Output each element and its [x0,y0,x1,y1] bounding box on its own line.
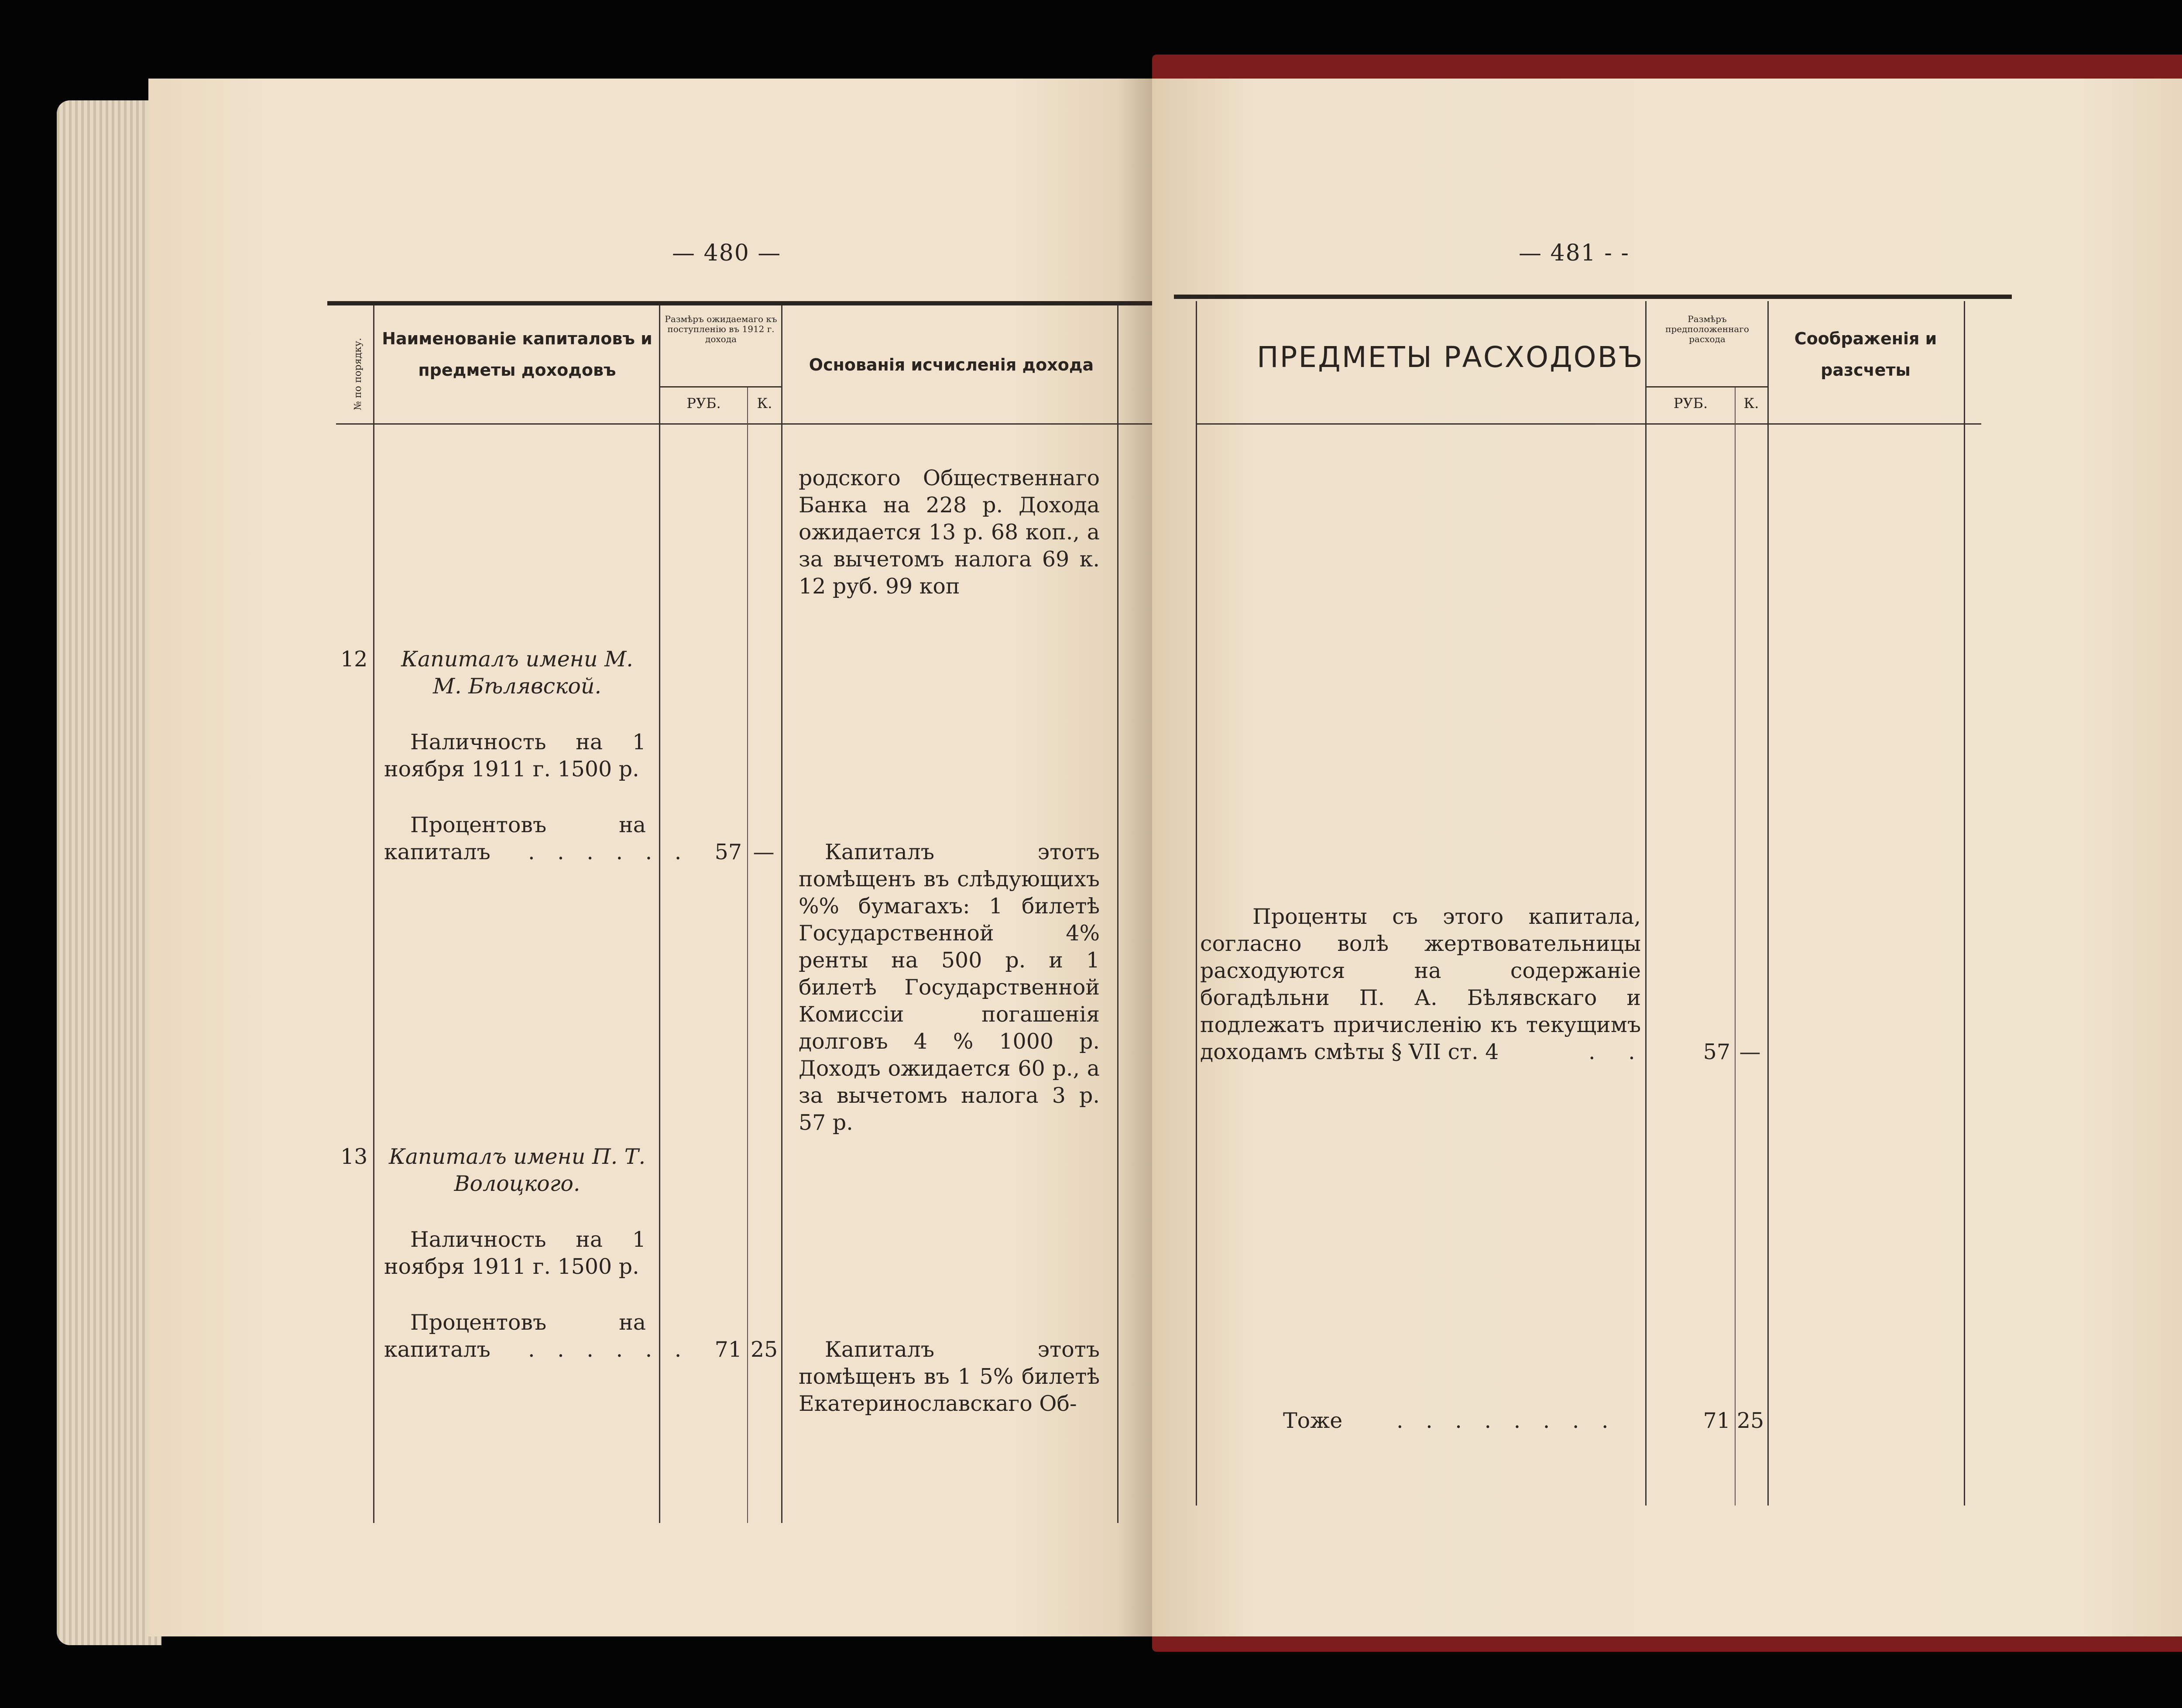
right-col-rule-3 [1735,386,1736,1506]
row-12-title: Капиталъ имени М. М. Бѣлявской. [401,647,633,699]
basis-header: Основанія исчисленія дохода [809,355,1094,374]
row-13-balance: Наличность на 1 ноября 1911 г. 1500 р. [384,1227,646,1279]
expense-entry-2-dots: . . . . . . . . [1396,1408,1616,1433]
row-12-kop: — [753,840,775,864]
expenses-title: ПРЕДМЕТЫ РАСХОДОВЪ [1257,340,1644,374]
expense-entry-1-rub: 57 [1703,1039,1730,1064]
row-12-rub: 57 [714,840,742,864]
right-rub-header: РУБ. [1673,395,1708,412]
right-amount-subheader-rule [1646,386,1767,388]
right-header-bottom-rule [1196,423,1981,425]
row-13-kop: 25 [750,1337,778,1362]
kop-header: К. [757,395,772,412]
index-header: № по порядку. [353,338,364,410]
page-number-480: — 480 — [672,240,782,266]
row-12-balance: Наличность на 1 ноября 1911 г. 1500 р. [384,730,646,782]
col-rule-3 [747,386,748,1523]
page-number-481: — 481 - - [1519,240,1630,266]
right-page [1152,79,2182,1636]
right-table-top-rule [1174,295,2012,299]
row-12-number: 12 [340,647,368,672]
notes-header: Соображенія и разсчеты [1794,329,1937,380]
expense-entry-1-text: Проценты съ этого капитала, согласно волѣ жертвовательницы расходуются на содержаніе богадѣльни П. А. Бѣлявскаго и подлежатъ причисленію къ текущимъ доходамъ смѣты § VII ст. 4 [1200,904,1641,1064]
right-col-rule-5 [1964,301,1965,1506]
row-12-dots: . . . . . . [528,840,690,864]
expense-entry-1-dots: . . [1588,1039,1648,1064]
expense-entry-2-rub: 71 [1703,1408,1730,1433]
expense-entry-2-text: Тоже [1283,1408,1343,1433]
expense-entry-2-kop: 25 [1736,1408,1764,1433]
row-13-title: Капиталъ имени П. Т. Волоцкого. [388,1144,646,1196]
rub-header: РУБ. [686,395,721,412]
row-13-number: 13 [340,1144,368,1169]
left-page [148,79,1152,1636]
name-header: Наименованіе капиталовъ и предметы доходовъ [382,329,652,380]
row-13-dots: . . . . . . [528,1337,690,1362]
continued-basis-text: родского Общественнаго Банка на 228 р. Дохода ожидается 13 р. 68 коп., а за вычетомъ налога 69 к. 12 руб. 99 коп [799,466,1100,599]
right-kop-header: К. [1743,395,1759,412]
row-12-basis: Капиталъ этотъ помѣщенъ въ слѣдующихъ %% бумагахъ: 1 билетѣ Государственной 4% ренты на 500 р. и 1 билетѣ Государственной Комиссіи погашенія долговъ 4 % 1000 р. Доходъ ожидается 60 р., а за вычетомъ налога 3 р. 57 р. [799,840,1100,1135]
expense-entry-1-kop: — [1739,1039,1761,1064]
right-col-rule-4 [1767,301,1769,1506]
expense-amount-header: Размѣръ предположеннаго расхода [1665,314,1749,344]
row-13-basis: Капиталъ этотъ помѣщенъ въ 1 5% билетѣ Екатеринославскаго Об- [799,1337,1100,1416]
amount-header: Размѣръ ожидаемаго къ поступленію въ 1912 г. дохода [665,314,777,344]
col-rule-1 [373,305,374,1523]
right-col-rule-1 [1196,301,1197,1506]
row-12-interest-label: Процентовъ на капиталъ [384,813,646,864]
amount-subheader-rule [660,386,781,388]
left-page-edges [57,100,161,1645]
right-col-rule-2 [1645,301,1647,1506]
row-13-rub: 71 [714,1337,742,1362]
row-13-interest-label: Процентовъ на капиталъ [384,1310,646,1362]
col-rule-4 [781,305,782,1523]
